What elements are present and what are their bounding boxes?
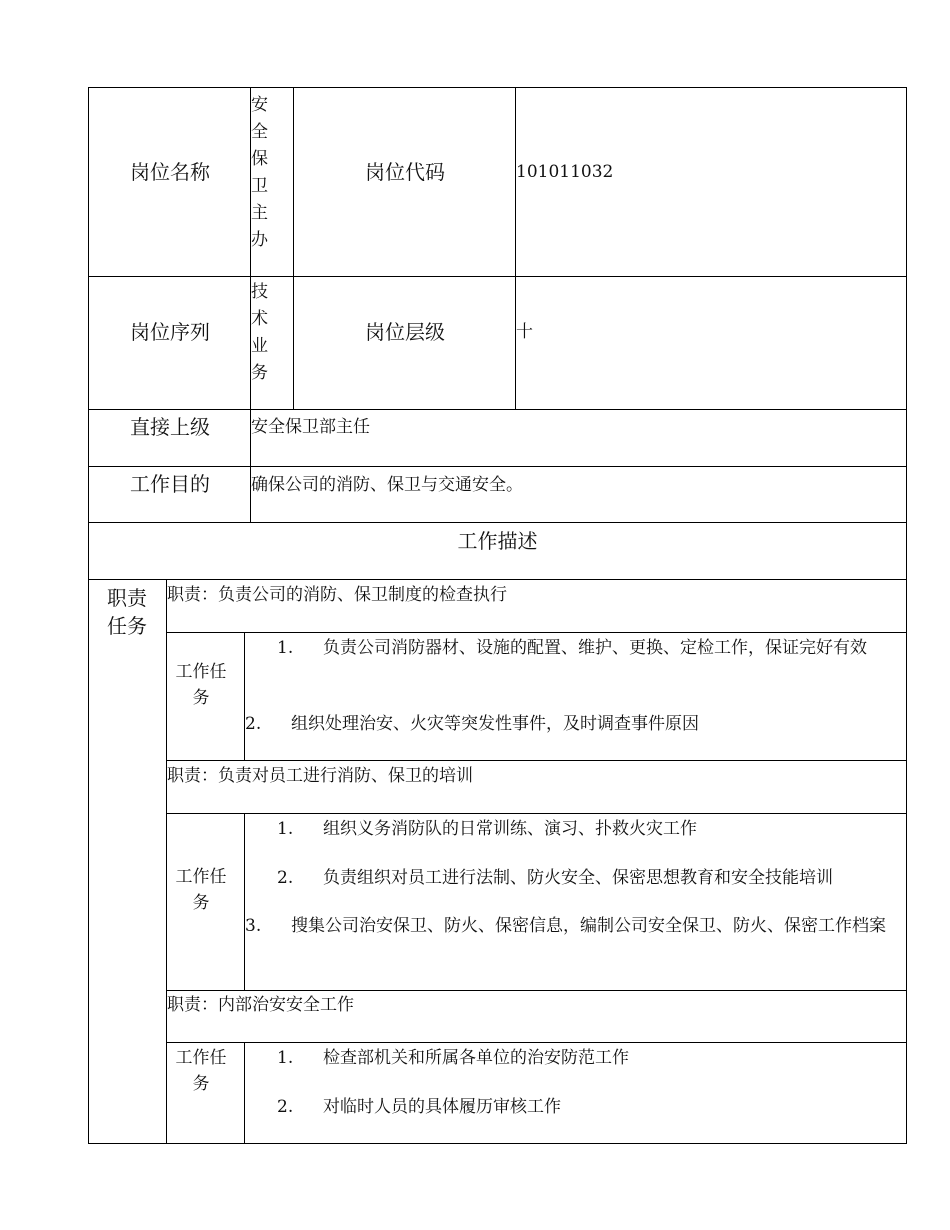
post-level-label: 岗位层级 xyxy=(365,320,445,344)
purpose-label: 工作目的 xyxy=(130,472,210,496)
row-divider xyxy=(166,990,907,991)
task-number: 1. xyxy=(277,1048,294,1068)
post-series-value: 技术业务 xyxy=(251,282,268,383)
task-item xyxy=(245,711,890,737)
task-item xyxy=(277,1094,889,1120)
post-name-label: 岗位名称 xyxy=(130,160,210,184)
task-item xyxy=(277,816,889,842)
row-divider xyxy=(88,276,907,277)
task-label: 工作任务 xyxy=(175,1048,227,1094)
table-border xyxy=(88,87,907,1144)
task-number: 2. xyxy=(245,714,262,734)
col-divider xyxy=(293,87,294,409)
task-text: 负责组织对员工进行法制、防火安全、保密思想教育和安全技能培训 xyxy=(323,868,833,888)
task-text: 负责公司消防器材、设施的配置、维护、更换、定检工作，保证完好有效 xyxy=(323,638,867,658)
post-code-label: 岗位代码 xyxy=(365,160,445,184)
task-number: 2. xyxy=(277,1097,294,1117)
task-text: 组织义务消防队的日常训练、演习、扑救火灾工作 xyxy=(323,819,697,839)
row-divider xyxy=(166,632,907,633)
col-divider xyxy=(244,813,245,990)
row-divider xyxy=(88,522,907,523)
col-divider xyxy=(515,87,516,409)
superior-label: 直接上级 xyxy=(130,415,210,439)
task-text: 对临时人员的具体履历审核工作 xyxy=(323,1097,561,1117)
task-number: 1. xyxy=(277,638,294,658)
task-number: 3. xyxy=(245,916,262,936)
description-title: 工作描述 xyxy=(457,529,538,553)
row-divider xyxy=(88,409,907,410)
task-text: 组织处理治安、火灾等突发性事件，及时调查事件原因 xyxy=(291,714,699,734)
post-code-value: 101011032 xyxy=(516,162,614,182)
duties-label: 职责任务 xyxy=(107,586,147,638)
row-divider xyxy=(166,760,907,761)
duty-title: 职责：内部治安安全工作 xyxy=(167,995,354,1015)
task-text: 搜集公司治安保卫、防火、保密信息，编制公司安全保卫、防火、保密工作档案 xyxy=(291,916,886,936)
task-item xyxy=(277,1045,889,1071)
task-label: 工作任务 xyxy=(175,867,227,913)
col-divider xyxy=(244,1042,245,1144)
row-divider xyxy=(88,466,907,467)
task-label: 工作任务 xyxy=(175,662,227,708)
task-item xyxy=(277,635,889,661)
row-divider xyxy=(88,579,907,580)
col-divider xyxy=(166,579,167,1144)
duty-title: 职责：负责对员工进行消防、保卫的培训 xyxy=(167,766,473,786)
task-text: 检查部机关和所属各单位的治安防范工作 xyxy=(323,1048,629,1068)
superior-value: 安全保卫部主任 xyxy=(251,417,370,437)
task-number: 1. xyxy=(277,819,294,839)
task-number: 2. xyxy=(277,868,294,888)
row-divider xyxy=(166,813,907,814)
post-name-value: 安全保卫主办 xyxy=(251,95,268,250)
purpose-value: 确保公司的消防、保卫与交通安全。 xyxy=(251,475,523,495)
row-divider xyxy=(166,1042,907,1043)
task-item xyxy=(277,865,897,891)
duty-title: 职责：负责公司的消防、保卫制度的检查执行 xyxy=(167,585,507,605)
col-divider xyxy=(244,632,245,760)
task-item xyxy=(245,913,895,939)
post-level-value: 十 xyxy=(516,322,533,342)
post-series-label: 岗位序列 xyxy=(130,320,210,344)
